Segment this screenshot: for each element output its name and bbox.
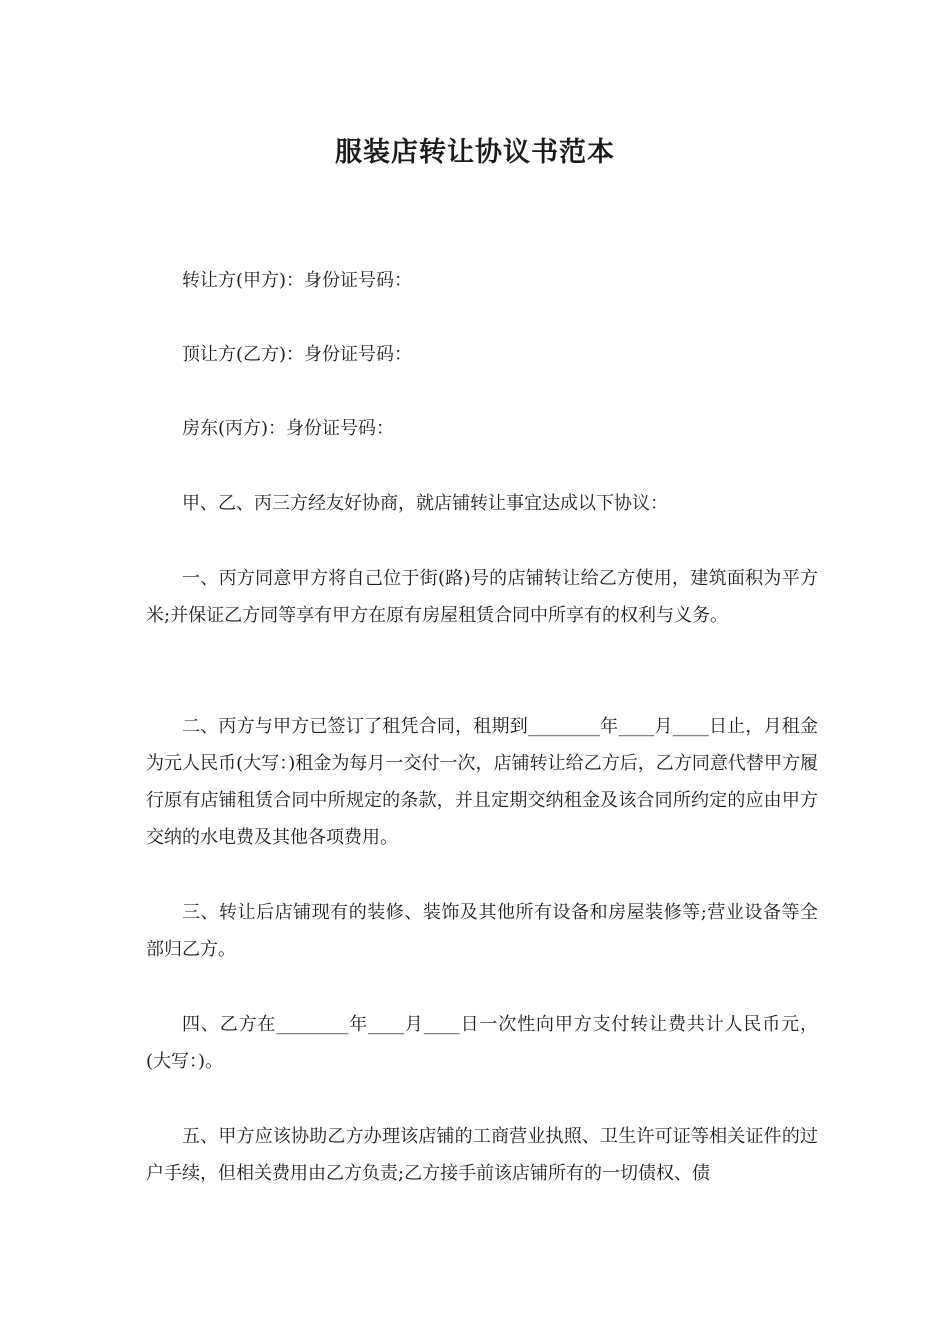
document-title: 服装店转让协议书范本 <box>335 137 615 168</box>
paragraph-transferee: 顶让方(乙方)：身份证号码： <box>182 344 413 365</box>
paragraph-clause-2: 二、丙方与甲方已签订了租凭合同，租期到________年____月____日止，月租金为元人民币(大写：)租金为每月一交付一次，店铺转让给乙方后，乙方同意代替甲方履行原有店铺租赁合同中所规定的条款，并且定期交纳租金及该合同所约定的应由甲方交纳的水电费及其他各项费用。 <box>146 716 818 848</box>
paragraph-clause-4: 四、乙方在________年____月____日一次性向甲方支付转让费共计人民币元，(大写：)。 <box>146 1014 818 1072</box>
paragraph-clause-5: 五、甲方应该协助乙方办理该店铺的工商营业执照、卫生许可证等相关证件的过户手续，但相关费用由乙方负责;乙方接手前该店铺所有的一切债权、债 <box>146 1126 818 1184</box>
paragraph-transferor: 转让方(甲方)：身份证号码： <box>182 270 413 291</box>
paragraph-clause-1: 一、丙方同意甲方将自己位于街(路)号的店铺转让给乙方使用，建筑面积为平方米;并保证乙方同等享有甲方在原有房屋租赁合同中所享有的权利与义务。 <box>146 568 818 626</box>
paragraph-landlord: 房东(丙方)：身份证号码： <box>182 418 395 439</box>
paragraph-preamble: 甲、乙、丙三方经友好协商，就店铺转让事宜达成以下协议： <box>182 493 668 514</box>
paragraph-clause-3: 三、转让后店铺现有的装修、装饰及其他所有设备和房屋装修等;营业设备等全部归乙方。 <box>146 902 818 960</box>
